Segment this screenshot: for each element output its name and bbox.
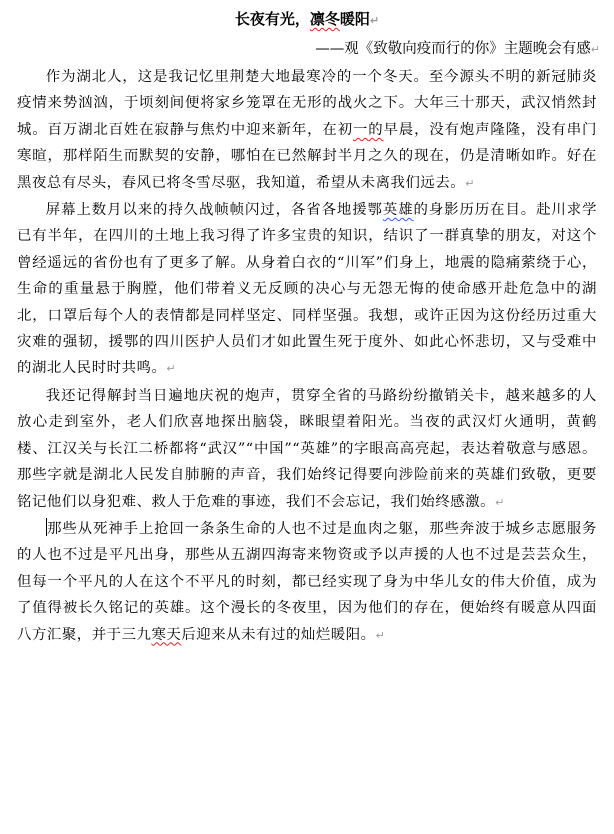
- paragraph-mark: ↵: [369, 14, 380, 27]
- paragraph-4: [17, 516, 597, 649]
- paragraph-4-text-end: 后迎来从未有过的灿烂暖阳。: [181, 626, 376, 643]
- title-spellcheck-word: 凛冬: [309, 10, 340, 28]
- paragraph-1-text-end: 早晨，没有炮声隆隆，没有串门寒暄，那样陌生而默契的安静，哪怕在已然解封半月之久的现在，仍是清晰如昨。好在黑夜总有尽头，春风已将冬雪尽驱，我知道，希望从未离我们远去。: [17, 121, 597, 191]
- paragraph-3-text: 我还记得解封当日遍地庆祝的炮声，贯穿全省的马路纷纷撤销关卡，越来越多的人放心走到室外，老人们欣喜地探出脑袋，眯眼望着阳光。当夜的武汉灯火通明，黄鹤楼、江汉关与长江二桥都将“武汉”“中国”“英雄”的字眼高高亮起，表达着敬意与感恩。那些字就是湖北人民发自肺腑的声音，我们始终记得要向涉险前来的英雄们致敬，更要铭记他们以身犯难、救人于危难的事迹，我们不会忘记，我们始终感激。: [17, 387, 597, 510]
- paragraph-mark: ↵: [495, 495, 505, 509]
- paragraph-mark: ↵: [590, 43, 600, 56]
- paragraph-2-grammar-word: 英雄: [382, 202, 414, 219]
- paragraph-1-spellcheck-word: 一的: [352, 121, 384, 138]
- paragraph-mark: ↵: [465, 176, 475, 190]
- paragraph-1: [17, 64, 597, 197]
- title-text-end: 暖阳: [339, 10, 370, 28]
- paragraph-4-spellcheck-word: 寒天: [151, 626, 182, 643]
- paragraph-2-text-start: 屏幕上数月以来的持久战帧帧闪过，各省各地援鄂: [45, 202, 383, 219]
- paragraph-mark: ↵: [375, 628, 385, 642]
- document-subtitle: [315, 38, 600, 61]
- document-body[interactable]: [17, 64, 597, 649]
- paragraph-3: [17, 383, 597, 516]
- paragraph-2: [17, 197, 597, 383]
- paragraph-4-text-start: 那些从死神手上抢回一条条生命的人也不过是血肉之躯，那些奔波于城乡志愿服务的人也不过是平凡出身，那些从五湖四海寄来物资或予以声援的人也不过是芸芸众生，但每一个平凡的人在这个不平凡的时刻，都已经实现了身为中华儿女的伟大价值，成为了值得被长久铭记的英雄。这个漫长的冬夜里，因为他们的存在，便始终有暖意从四面八方汇聚，并于三九: [17, 520, 597, 643]
- document-title: [0, 8, 614, 32]
- paragraph-mark: ↵: [166, 362, 176, 376]
- paragraph-1-text-start: 作为湖北人，这是我记忆里荆楚大地最寒冷的一个冬天。至今源头不明的新冠肺炎疫情来势汹汹，于顷刻间便将家乡笼罩在无形的战火之下。大年三十那天，武汉悄然封城。百万湖北百姓在寂静与焦灼中迎来新年，在初: [17, 69, 597, 138]
- subtitle-text: ——观《致敬向疫而行的你》主题晚会有感: [315, 41, 591, 57]
- paragraph-2-text-end: 的身影历历在目。赴川求学已有半年，在四川的土地上我习得了许多宝贵的知识，结识了一群真挚的朋友，对这个曾经遥远的省份也有了更多了解。从身着白衣的“川军”们身上，地震的隐痛萦绕于心，生命的重量悬于胸膛，他们带着义无反顾的决心与无怨无悔的使命感开赴危急中的湖北，口罩后每个人的表情都是同样坚定、同样坚强。我想，或许正因为这份经历过重大灾难的强韧，援鄂的四川医护人员们才如此置生死于度外、如此心怀悲切，又与受难中的湖北人民时时共鸣。: [17, 202, 598, 377]
- title-text-start: 长夜有光，: [234, 10, 310, 28]
